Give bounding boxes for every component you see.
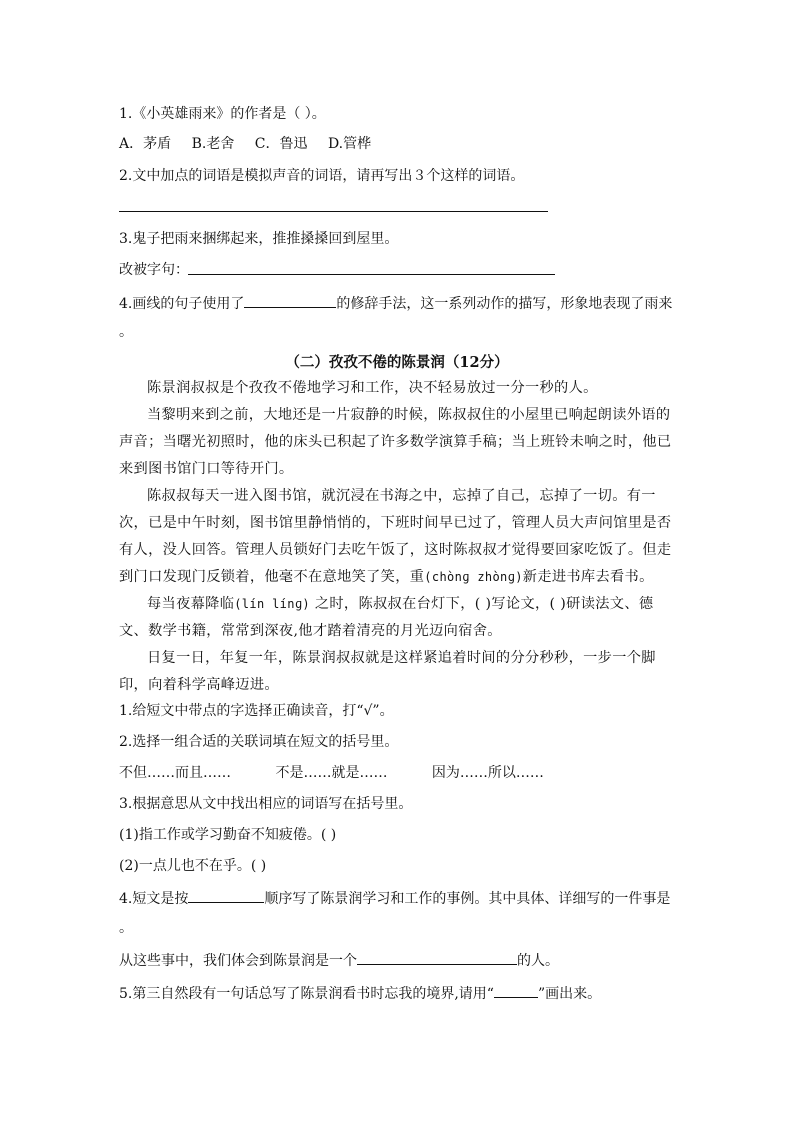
part2-question-1: 1.给短文中带点的字选择正确读音，打“√”。 — [119, 703, 394, 719]
question-4 — [119, 292, 672, 314]
conjunction-option: 不是……就是…… — [275, 765, 388, 781]
conjunction-options — [119, 763, 544, 783]
question-3-answer-row — [119, 260, 189, 280]
question-1-options — [119, 134, 371, 154]
answer-blank-order[interactable] — [188, 887, 264, 903]
part2-question-4 — [119, 887, 670, 909]
paragraph-3 — [119, 483, 676, 591]
paragraph-3-end: 新走进书库去看书。 — [522, 569, 654, 585]
paragraph-2: 当黎明来到之前，大地还是一片寂静的时候，陈叔叔住的小屋里已响起朗读外语的声音；当曙光初照时，他的床头已积起了许多数学演算手稿；当上班铃未响之时，他已来到图书馆门口等待开门。 — [119, 407, 672, 477]
underline-sample — [494, 982, 538, 998]
question-4-end: 。 — [119, 324, 133, 340]
answer-blank-character[interactable] — [357, 949, 517, 965]
part2-question-3: 3.根据意思从文中找出相应的词语写在括号里。 — [119, 796, 413, 812]
part2-question-4-end: 。 — [119, 920, 133, 936]
answer-blank-q4[interactable] — [244, 292, 336, 308]
conjunction-option: 不但……而且…… — [119, 765, 231, 781]
pinyin-choice-zhong: (chònɡ zhònɡ) — [424, 570, 523, 584]
question-1: 1.《小英雄雨来》的作者是（ ）。 — [119, 106, 326, 122]
part2-question-5 — [119, 982, 601, 1004]
part2-question-3-1: (1)指工作或学习勤奋不知疲倦。( ) — [119, 827, 337, 843]
section-title: （二）孜孜不倦的陈景润（12分） — [285, 354, 509, 371]
paragraph-3-text: 陈叔叔每天一进入图书馆，就沉浸在书海之中，忘掉了自己，忘掉了一切。有一次，已是中午时刻，图书馆里静悄悄的，下班时间早已过了，管理人员大声问馆里是否有人，没人回答。管理人员锁好门去吃午饭了，这时陈叔叔才觉得要回家吃饭了。但走到门口发现门反锁着，他毫不在意地笑了笑，重 — [119, 488, 672, 585]
part2-question-4-prefix: 4.短文是按 — [119, 891, 189, 907]
part2-question-2: 2.选择一组合适的关联词填在短文的括号里。 — [119, 734, 399, 750]
part2-question-5-prefix: 5.第三自然段有一句话总写了陈景润看书时忘我的境界,请用“ — [119, 986, 494, 1002]
paragraph-5: 日复一日，年复一年，陈景润叔叔就是这样紧追着时间的分分秒秒，一步一个脚印，向着科学高峰迈进。 — [119, 650, 656, 693]
option-d: D.管桦 — [327, 136, 372, 152]
paragraph-1: 陈景润叔叔是个孜孜不倦地学习和工作，决不轻易放过一分一秒的人。 — [147, 380, 598, 396]
question-4-prefix: 4.画线的句子使用了 — [119, 296, 245, 312]
question-3-label: 改被字句： — [119, 262, 189, 278]
part2-question-5-suffix: ”画出来。 — [537, 986, 602, 1002]
question-4-suffix: 的修辞手法，这一系列动作的描写，形象地表现了雨来 — [336, 296, 673, 312]
paragraph-4 — [119, 591, 676, 645]
pinyin-choice-lin: (lín línɡ) — [234, 597, 310, 611]
answer-line-q3[interactable] — [188, 274, 555, 275]
part2-question-4-line2-suffix: 的人。 — [517, 953, 559, 969]
conjunction-option: 因为……所以…… — [431, 765, 544, 781]
part2-question-3-2: (2)一点儿也不在乎。( ) — [119, 858, 267, 874]
paragraph-4-rest: 之时，陈叔叔在台灯下，( )写论文，( )研读法文、德文、数学书籍，常常到深夜,他才踏着清亮的月光迈向宿舍。 — [119, 596, 654, 639]
part2-question-4-line2-prefix: 从这些事中，我们体会到陈景润是一个 — [119, 953, 357, 969]
answer-line-q2[interactable] — [119, 211, 548, 212]
question-3: 3.鬼子把雨来捆绑起来，推推搡搡回到屋里。 — [119, 231, 399, 247]
part2-question-4-line2 — [119, 949, 559, 971]
part2-question-4-suffix: 顺序写了陈景润学习和工作的事例。其中具体、详细写的一件事是 — [264, 891, 671, 907]
option-c: C．鲁迅 — [254, 136, 308, 152]
question-2: 2.文中加点的词语是模拟声音的词语，请再写出３个这样的词语。 — [119, 168, 525, 184]
option-a: A．茅盾 — [119, 136, 172, 152]
paragraph-4-start: 每当夜幕降临 — [147, 596, 235, 612]
option-b: B.老舍 — [191, 136, 235, 152]
